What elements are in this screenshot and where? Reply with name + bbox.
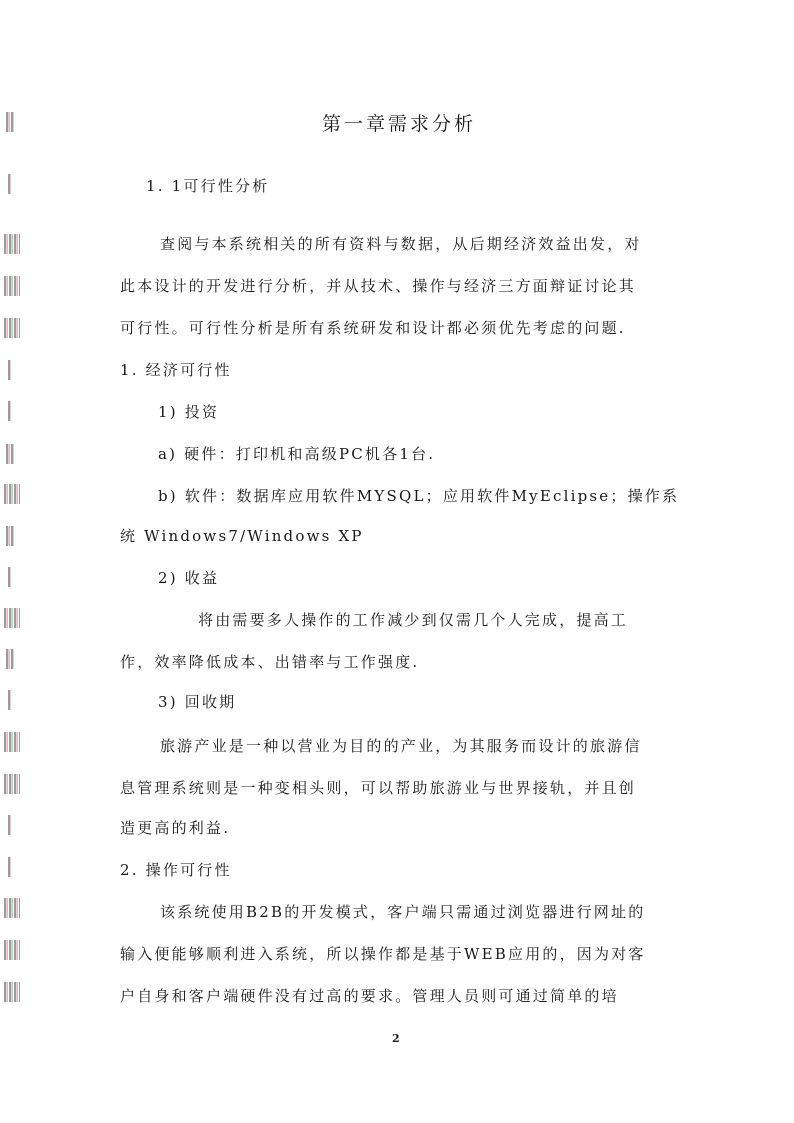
margin-mark — [4, 608, 20, 628]
section-title: 1. 1可行性分析 — [146, 177, 270, 195]
list-item-continuation: 统 Windows7/Windows XP — [120, 527, 364, 545]
paragraph-line: 可行性。可行性分析是所有系统研发和设计都必须优先考虑的问题. — [120, 319, 626, 337]
margin-mark — [4, 774, 20, 794]
margin-mark — [4, 940, 20, 960]
margin-mark — [6, 526, 14, 546]
list-heading: 2) 收益 — [158, 569, 220, 587]
margin-mark — [4, 732, 20, 752]
paragraph-line: 作，效率降低成本、出错率与工作强度. — [120, 653, 420, 671]
margin-mark — [4, 982, 20, 1002]
list-item: a) 硬件：打印机和高级PC机各1台. — [158, 445, 436, 463]
margin-mark — [4, 898, 20, 918]
margin-mark — [8, 690, 11, 710]
chapter-title: 第一章需求分析 — [322, 113, 477, 135]
paragraph-line: 输入便能够顺利进入系统，所以操作都是基于WEB应用的，因为对客 — [120, 945, 646, 963]
margin-mark — [8, 857, 11, 877]
paragraph-line: 查阅与本系统相关的所有资料与数据，从后期经济效益出发，对 — [160, 235, 642, 253]
subsection-heading: 1. 经济可行性 — [120, 361, 232, 379]
margin-mark — [8, 360, 11, 380]
margin-mark — [6, 649, 14, 669]
margin-mark — [6, 112, 14, 132]
margin-mark — [8, 815, 11, 835]
margin-mark — [8, 174, 11, 194]
page-number: 2 — [392, 1032, 400, 1045]
paragraph-line: 造更高的利益. — [120, 819, 231, 837]
paragraph-line: 户自身和客户端硬件没有过高的要求。管理人员则可通过简单的培 — [120, 987, 619, 1005]
paragraph-line: 旅游产业是一种以营业为目的的产业，为其服务而设计的旅游信 — [160, 737, 642, 755]
margin-scan-marks — [0, 0, 30, 1123]
margin-mark — [4, 234, 20, 254]
list-heading: 3) 回收期 — [158, 693, 237, 711]
list-item: b) 软件：数据库应用软件MYSQL；应用软件MyEclipse；操作系 — [158, 487, 680, 505]
margin-mark — [4, 484, 20, 504]
margin-mark — [6, 444, 14, 464]
list-heading: 1) 投资 — [158, 403, 220, 421]
paragraph-line: 该系统使用B2B的开发模式，客户端只需通过浏览器进行网址的 — [160, 903, 646, 921]
paragraph-line: 息管理系统则是一种变相头则，可以帮助旅游业与世界接轨，并且创 — [120, 779, 637, 797]
paragraph-line: 将由需要多人操作的工作减少到仅需几个人完成，提高工 — [198, 611, 629, 629]
margin-mark — [4, 318, 20, 338]
margin-mark — [8, 401, 11, 421]
paragraph-line: 此本设计的开发进行分析，并从技术、操作与经济三方面辩证讨论其 — [120, 277, 637, 295]
margin-mark — [8, 567, 11, 587]
subsection-heading: 2. 操作可行性 — [120, 861, 232, 879]
margin-mark — [4, 276, 20, 296]
